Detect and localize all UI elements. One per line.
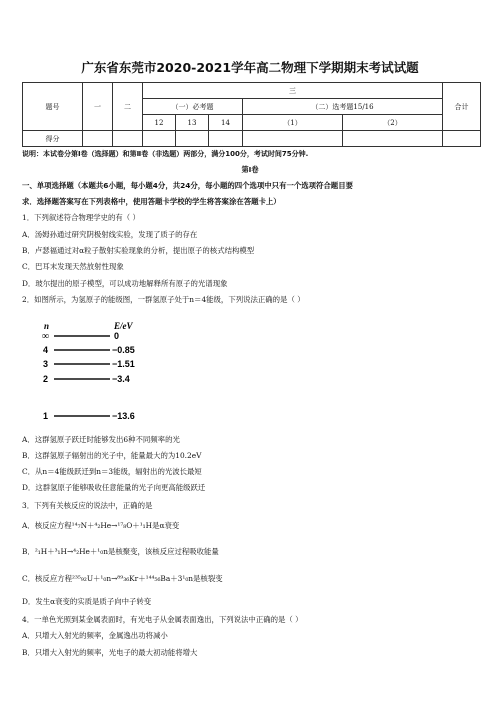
q2-option-d: D．这群氢原子能够吸收任意能量的光子向更高能级跃迁	[22, 483, 206, 492]
score-blank	[243, 131, 343, 147]
q4-stem: 4．一单色光照到某金属表面时，有光电子从金属表面逸出，下列说法中正确的是（ ）	[22, 615, 303, 624]
score-blank	[343, 131, 443, 147]
q2-option-c: C．从n＝4能级跃迁到n＝3能级，辐射出的光波长最短	[22, 467, 202, 476]
score-label: 得分	[23, 131, 83, 147]
q4-option-a: A．只增大入射光的频率，金属逸出功将减小	[22, 631, 168, 640]
energy-level-svg	[42, 320, 152, 425]
q1-option-c: C．巴耳末发现天然放射性现象	[22, 262, 124, 271]
q12-cell: 12	[143, 115, 176, 131]
o1-cell: （1）	[243, 115, 343, 131]
level-1-e: −13.6	[112, 411, 135, 421]
level-3	[43, 359, 135, 369]
q3-option-b: B．²₁H＋³₁H→⁴₂He＋¹₀n是核聚变，该核反应过程吸收能量	[22, 547, 219, 556]
q3-option-a: A．核反应方程¹⁴₇N＋⁴₂He→¹⁷₈O＋¹₁H是α衰变	[22, 521, 180, 530]
q1-option-b: B．卢瑟福通过对α粒子散射实验现象的分析，提出原子的核式结构模型	[22, 246, 255, 255]
exam-note: 说明：本试卷分第Ⅰ卷（选择题）和第Ⅱ卷（非选题）两部分，满分100分，考试时间75分钟.	[22, 150, 309, 158]
level-inf	[42, 331, 119, 342]
section-heading-line2: 求．选择题答案写在下列表格中，使用答题卡学校的学生将答案涂在答题卡上）	[22, 197, 281, 206]
col-one: 一	[83, 83, 113, 131]
col-two: 二	[113, 83, 143, 131]
q4-option-b: B．只增大入射光的频率，光电子的最大初动能将增大	[22, 648, 198, 657]
e-axis-label: E/eV	[114, 321, 133, 331]
level-3-e: −1.51	[112, 359, 135, 369]
level-4-n: 4	[43, 345, 49, 355]
q2-option-a: A．这群氢原子跃迁时能够发出6种不同频率的光	[22, 435, 180, 444]
q2-option-b: B．这群氢原子辐射出的光子中，能量最大的为10.2eV	[22, 451, 202, 460]
col-three: 三	[143, 83, 443, 99]
q3-option-d: D．发生α衰变的实质是质子向中子转变	[22, 597, 152, 606]
score-blank	[83, 131, 113, 147]
level-1-n: 1	[43, 411, 49, 421]
q1-option-d: D．玻尔提出的原子模型，可以成功地解释所有原子的光谱现象	[22, 279, 228, 288]
score-blank	[443, 131, 481, 147]
level-inf-n: ∞	[42, 331, 50, 342]
tihao-cell: 题号	[23, 83, 83, 131]
level-1	[43, 411, 135, 421]
section-heading-line1: 一、单项选择题（本题共6小题，每小题4分，共24分，每小题的四个选项中只有一个选项符合题目要	[22, 181, 353, 190]
energy-level-diagram	[42, 320, 152, 425]
score-blank	[209, 131, 243, 147]
level-3-n: 3	[43, 359, 49, 369]
score-blank	[113, 131, 143, 147]
score-blank	[143, 131, 176, 147]
page-title: 广东省东莞市2020-2021学年高二物理下学期期末考试试题	[81, 60, 419, 75]
q3-option-c: C．核反应方程²³⁵₉₂U＋¹₀n→⁸⁹₃₆Kr＋¹⁴⁴₅₆Ba＋3¹₀n是核裂变	[22, 574, 223, 583]
q2-stem: 2．如图所示，为氢原子的能级图，一群氢原子处于n＝4能级，下列说法正确的是（ ）	[22, 295, 305, 304]
score-blank	[176, 131, 209, 147]
required-header: （一）必考题	[143, 99, 243, 115]
o2-cell: （2）	[343, 115, 443, 131]
part-one-heading: 第Ⅰ卷	[241, 165, 259, 174]
level-inf-e: 0	[114, 331, 120, 341]
q1-stem: 1．下列叙述符合物理学史的有（ ）	[22, 213, 140, 222]
optional-header: （二）选考题15/16	[243, 99, 443, 115]
level-4-e: −0.85	[112, 345, 135, 355]
n-axis-label: n	[44, 321, 50, 331]
level-2	[43, 374, 130, 384]
level-2-e: −3.4	[112, 374, 130, 384]
level-4	[43, 345, 135, 355]
col-total: 合计	[443, 83, 481, 131]
q14-cell: 14	[209, 115, 243, 131]
level-2-n: 2	[43, 374, 49, 384]
q1-option-a: A．汤姆孙通过研究阴极射线实验，发现了质子的存在	[22, 230, 198, 239]
q3-stem: 3．下列有关核反应的说法中，正确的是	[22, 501, 153, 510]
score-table	[22, 82, 481, 147]
q13-cell: 13	[176, 115, 209, 131]
